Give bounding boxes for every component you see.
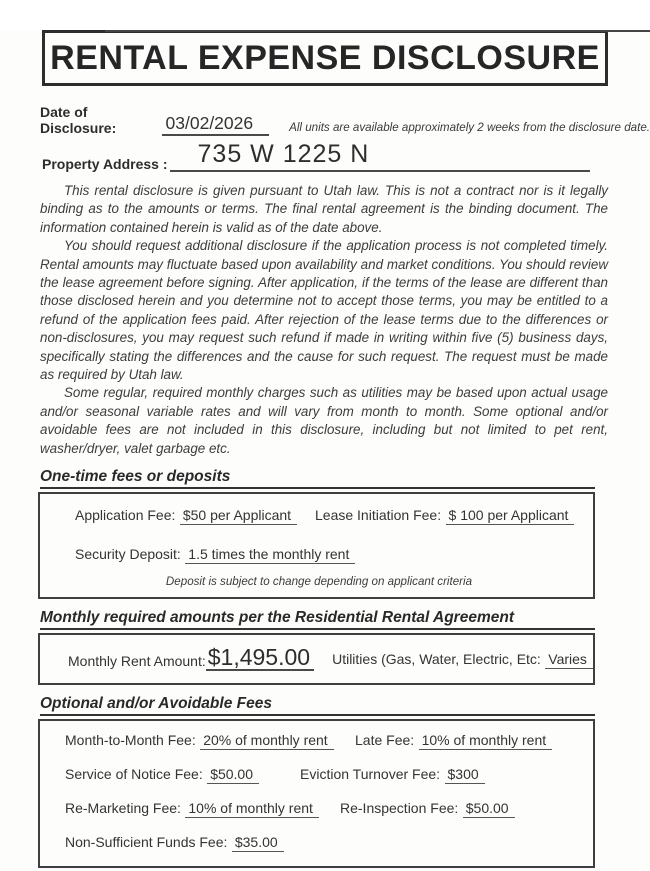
fee-service-of-notice-label: Service of Notice Fee: xyxy=(65,766,203,783)
fee-monthly-rent xyxy=(68,652,206,671)
fee-late-value: 10% of monthly rent xyxy=(419,732,553,750)
fee-service-of-notice xyxy=(65,765,300,784)
fee-eviction-turnover xyxy=(300,765,485,784)
fee-re-marketing-value: 10% of monthly rent xyxy=(185,800,319,818)
legal-paragraph: You should request additional disclosure if the application process is not completed timely. Rental amounts may fluctuate based upon availability and market conditions. You should review the lease agreement before signing. After application, if the terms of the lease are different than those disclosed herein and you determine not to accept those terms, you may be entitled to a refund of the application fees paid. After rejection of the lease terms due to the differences or non-disclosures, you may request such refund if made in writing within five (5) business days, specifically stating the differences and the cause for such request. The request must be made as required by Utah law. xyxy=(40,238,608,383)
fee-monthly-rent-value: $1,495.00 xyxy=(206,646,314,671)
fee-lease-initiation-value: $ 100 per Applicant xyxy=(446,507,575,525)
fee-row xyxy=(75,506,593,525)
section-heading-monthly: Monthly required amounts per the Residential Rental Agreement xyxy=(40,609,595,630)
fee-month-to-month-value: 20% of monthly rent xyxy=(200,732,334,750)
fee-utilities-value: Varies xyxy=(545,651,593,669)
fee-late xyxy=(355,731,552,750)
fee-security-deposit-label: Security Deposit: xyxy=(75,546,181,563)
fee-non-sufficient-funds xyxy=(65,833,284,852)
fee-application-label: Application Fee: xyxy=(75,507,176,524)
fee-application-value: $50 per Applicant xyxy=(180,507,297,525)
fee-row xyxy=(65,765,593,784)
section-heading-optional: Optional and/or Avoidable Fees xyxy=(40,695,595,716)
legal-disclosure-text xyxy=(40,182,608,458)
date-of-disclosure-value: 03/02/2026 xyxy=(162,114,270,136)
section-heading-one-time: One-time fees or deposits xyxy=(40,468,595,489)
date-of-disclosure-row xyxy=(40,104,650,136)
section-one-time-fees xyxy=(0,468,650,599)
page-title: RENTAL EXPENSE DISCLOSURE xyxy=(50,38,600,77)
fee-lease-initiation xyxy=(315,506,574,525)
one-time-fees-box xyxy=(38,492,595,599)
fee-non-sufficient-funds-value: $35.00 xyxy=(232,834,284,852)
optional-fees-box xyxy=(38,719,595,868)
section-optional-fees xyxy=(0,695,650,868)
date-of-disclosure-label: Date of Disclosure: xyxy=(40,104,117,136)
fee-eviction-turnover-value: $300 xyxy=(445,766,485,784)
fee-late-label: Late Fee: xyxy=(355,732,415,749)
property-address-value: 735 W 1225 N xyxy=(170,142,590,172)
legal-paragraph: Some regular, required monthly charges such as utilities may be based upon actual usage and/or seasonal variable rates and will vary from month to month. Some optional and/or avoidable fees are not included in this disclosure, including but not limited to pet rent, washer/dryer, valet garbage etc. xyxy=(40,385,608,456)
availability-note: All units are available approximately 2 weeks from the disclosure date. xyxy=(289,121,650,134)
monthly-amounts-box xyxy=(38,633,595,685)
fee-eviction-turnover-label: Eviction Turnover Fee: xyxy=(300,766,441,783)
legal-paragraph: This rental disclosure is given pursuant to Utah law. This is not a contract nor is it legally binding as to the amounts or terms. The final rental agreement is the binding document. The information contained herein is valid as of the date above. xyxy=(40,183,608,235)
fee-re-marketing-label: Re-Marketing Fee: xyxy=(65,800,181,817)
fee-monthly-rent-label: Monthly Rent Amount: xyxy=(68,653,206,670)
section-monthly-amounts xyxy=(0,609,650,685)
document-title-box xyxy=(42,30,608,86)
fee-utilities-label: Utilities (Gas, Water, Electric, Etc: xyxy=(332,651,541,668)
fee-row xyxy=(75,545,593,564)
fee-re-inspection-label: Re-Inspection Fee: xyxy=(340,800,459,817)
fee-re-marketing xyxy=(65,799,340,818)
fee-application xyxy=(75,506,315,525)
fee-lease-initiation-label: Lease Initiation Fee: xyxy=(315,507,442,524)
property-address-label: Property Address : xyxy=(42,156,168,172)
fee-re-inspection xyxy=(340,799,515,818)
fee-row xyxy=(65,799,593,818)
property-address-row xyxy=(42,142,650,172)
fee-month-to-month-label: Month-to-Month Fee: xyxy=(65,732,196,749)
fee-non-sufficient-funds-label: Non-Sufficient Funds Fee: xyxy=(65,834,228,851)
fee-row xyxy=(65,731,593,750)
scan-edge-artifact xyxy=(105,30,650,32)
deposit-criteria-note: Deposit is subject to change depending on applicant criteria xyxy=(165,575,473,589)
fee-utilities xyxy=(332,650,593,671)
fee-month-to-month xyxy=(65,731,355,750)
fee-security-deposit xyxy=(75,545,355,564)
fee-re-inspection-value: $50.00 xyxy=(463,800,515,818)
rental-disclosure-document xyxy=(0,30,650,871)
fee-security-deposit-value: 1.5 times the monthly rent xyxy=(185,546,355,564)
fee-service-of-notice-value: $50.00 xyxy=(207,766,259,784)
fee-row xyxy=(65,833,593,852)
